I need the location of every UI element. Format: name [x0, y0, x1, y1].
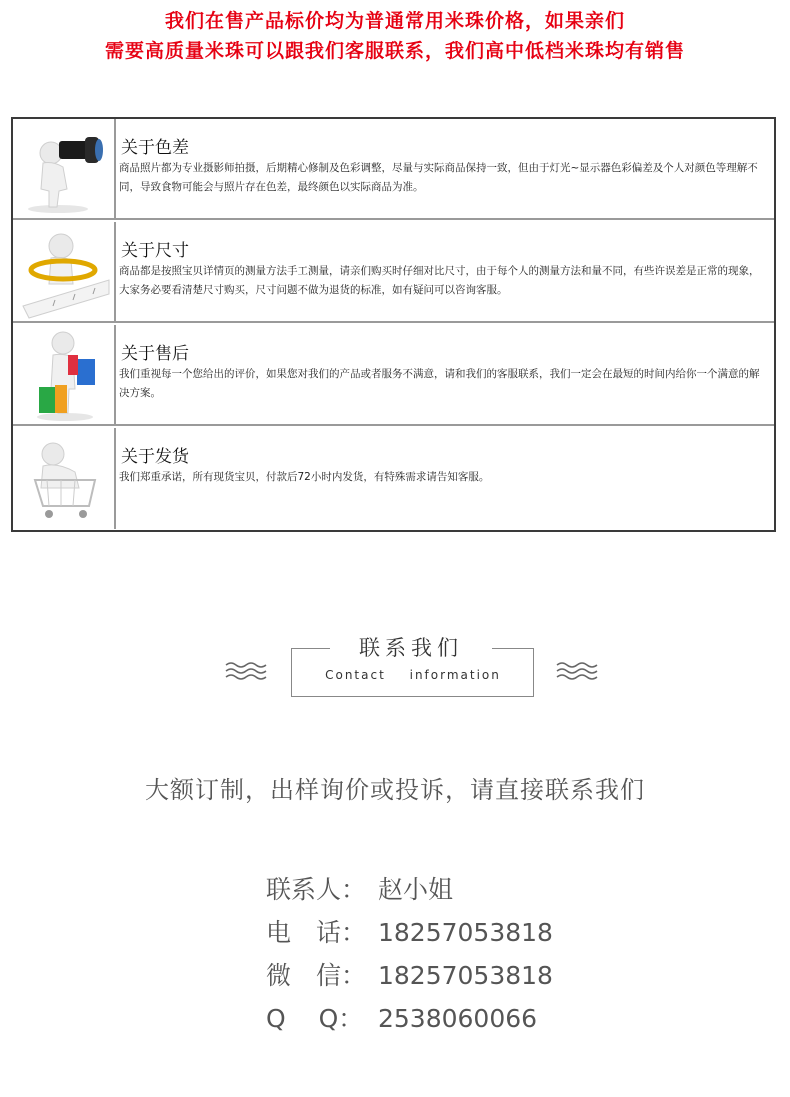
row-title: 关于色差: [121, 138, 189, 158]
contact-value: 赵小姐: [378, 875, 454, 904]
qq-line: [266, 997, 553, 1040]
shopping-cart-icon: [13, 428, 113, 528]
contact-value: 18257053818: [378, 961, 553, 990]
photographer-camera-icon: [13, 119, 113, 218]
contact-label: 电 话：: [266, 918, 367, 947]
row-text: 我们郑重承诺，所有现货宝贝，付款后72小时内发货，有特殊需求请告知客服。: [119, 471, 490, 483]
info-row-size: [13, 222, 774, 323]
shopping-bags-icon: [13, 325, 113, 424]
contact-person-line: [266, 868, 553, 911]
row-text: 商品都是按照宝贝详情页的测量方法手工测量，请亲们购买时仔细对比尺寸，由于每个人的测量方法和量不同，有些许误差是正常的现象，大家务必要看清楚尺寸购买，尺寸问题不做为退货的标准，如有疑问可以咨询客服。: [119, 265, 760, 296]
info-row-color: [13, 119, 774, 220]
info-row-shipping: [13, 428, 774, 529]
row-title: 关于尺寸: [121, 241, 189, 261]
icon-cell: [13, 222, 116, 321]
icon-cell: [13, 325, 116, 424]
notice-line-2: 需要高质量米珠可以跟我们客服联系，我们高中低档米珠均有销售: [104, 40, 685, 62]
contact-value: 2538060066: [378, 1004, 538, 1033]
contact-value: 18257053818: [378, 918, 553, 947]
contact-heading-title: 联系我们: [330, 632, 492, 662]
info-table: [11, 117, 776, 532]
icon-cell: [13, 119, 116, 218]
row-title: 关于发货: [121, 447, 189, 467]
contact-details: [266, 868, 553, 1040]
contact-cta: 大额订制，出样询价或投诉，请直接联系我们: [145, 776, 645, 804]
info-row-aftersale: [13, 325, 774, 426]
wechat-line: [266, 954, 553, 997]
contact-heading-subtitle: Contact information: [325, 668, 501, 682]
contact-label: 联系人：: [266, 875, 367, 904]
wave-decoration-icon: [224, 660, 272, 682]
phone-line: [266, 911, 553, 954]
notice-line-1: 我们在售产品标价均为普通常用米珠价格，如果亲们: [164, 10, 625, 32]
measuring-ruler-icon: [13, 222, 113, 321]
icon-cell: [13, 428, 116, 529]
contact-label: Q Q：: [266, 1004, 364, 1033]
contact-label: 微 信：: [266, 961, 367, 990]
row-title: 关于售后: [121, 344, 189, 364]
row-text: 我们重视每一个您给出的评价，如果您对我们的产品或者服务不满意，请和我们的客服联系，我们一定会在最短的时间内给你一个满意的解决方案。: [119, 368, 760, 399]
row-text: 商品照片都为专业摄影师拍摄，后期精心修制及色彩调整，尽量与实际商品保持一致，但由于灯光~显示器色彩偏差及个人对颜色等理解不同，导致食物可能会与照片存在色差，最终颜色以实际商品为准。: [119, 162, 758, 193]
wave-decoration-icon: [555, 660, 603, 682]
